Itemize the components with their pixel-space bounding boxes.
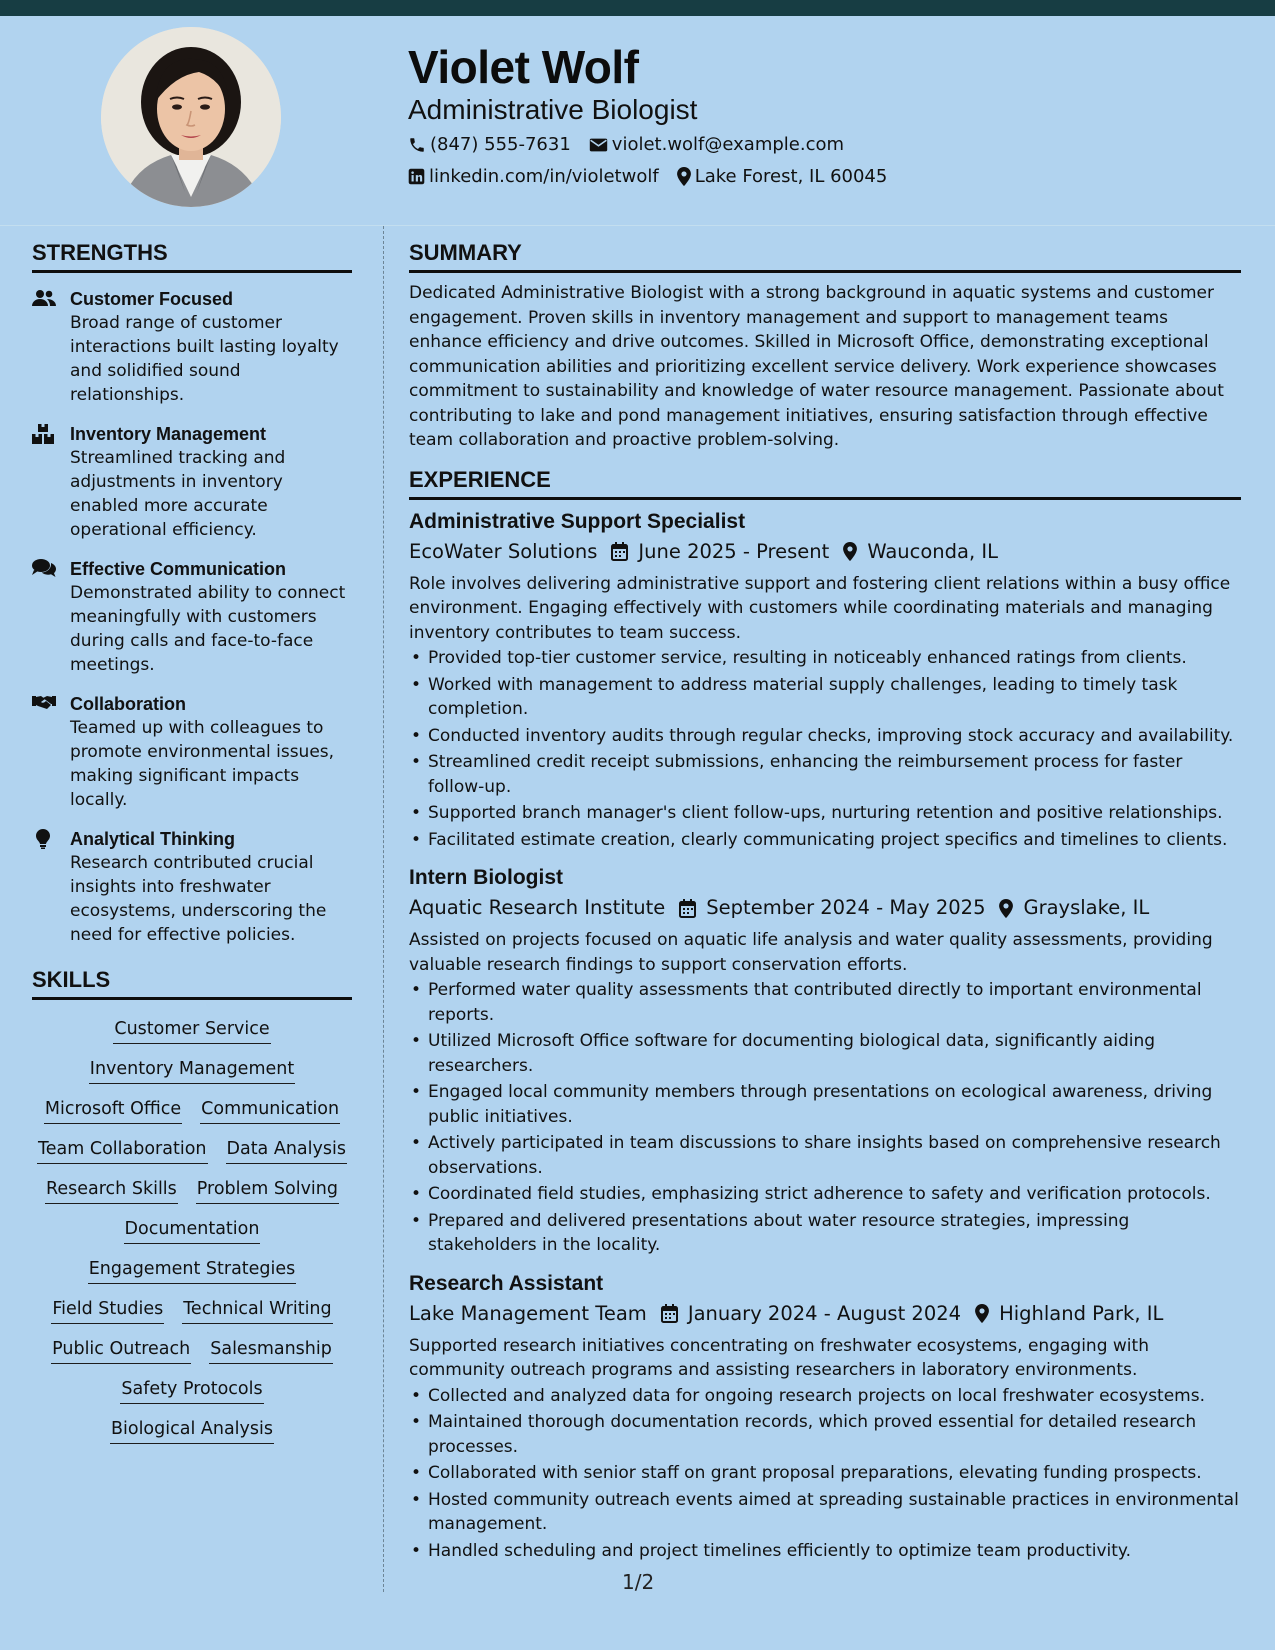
lightbulb-icon [36, 829, 50, 849]
job-description: Role involves delivering administrative support and fostering client relations within a busy office environment. Engaging effectively with customers while coordinating materials and managing inventory contributes to team success. [409, 573, 1231, 643]
job-description: Assisted on projects focused on aquatic life analysis and water quality assessments, providing valuable research findings to support conservation efforts. [409, 930, 1213, 975]
bullet-item: • Collaborated with senior staff on grant proposal preparations, elevating funding prospects. [409, 1461, 1241, 1486]
handshake-icon [32, 694, 56, 710]
profile-photo [101, 27, 281, 207]
bullet-item: • Maintained thorough documentation records, which proved essential for detailed research processes. [409, 1410, 1241, 1459]
header-divider [0, 225, 1275, 226]
skill-tag: Inventory Management [32, 1058, 352, 1084]
linkedin-icon [408, 168, 425, 185]
job-location: Grayslake, IL [1023, 896, 1150, 919]
bullet-item: • Collected and analyzed data for ongoing research projects on local freshwater ecosystems. [409, 1384, 1241, 1409]
bullet-item: • Worked with management to address material supply challenges, leading to timely task completion. [409, 673, 1241, 722]
bullet-item: • Engaged local community members through presentations on ecological awareness, driving public initiatives. [409, 1080, 1241, 1129]
calendar-icon [611, 542, 628, 561]
job-location: Wauconda, IL [867, 539, 999, 563]
job-company: EcoWater Solutions [409, 539, 598, 563]
calendar-icon [679, 899, 696, 918]
skill-tag: Data Analysis [226, 1138, 347, 1164]
strength-title: Collaboration [70, 694, 186, 714]
phone-text: (847) 555-7631 [430, 134, 571, 155]
job-company: Aquatic Research Institute [409, 896, 666, 919]
job-title: Research Assistant [409, 1271, 604, 1295]
job-title: Administrative Support Specialist [409, 509, 746, 533]
strength-desc: Teamed up with colleagues to promote environmental issues, making significant impacts locally. [70, 718, 335, 810]
job-bullets [409, 978, 1241, 1258]
candidate-name: Violet Wolf [408, 41, 639, 93]
skill-tag: Research Skills [45, 1178, 178, 1204]
skill-tag: Microsoft Office [44, 1098, 182, 1124]
job-bullets [409, 646, 1241, 852]
job-description: Supported research initiatives concentrating on freshwater ecosystems, engaging with community outreach programs and assisting researchers in laboratory environments. [409, 1335, 1149, 1380]
job-location: Highland Park, IL [999, 1301, 1164, 1325]
calendar-icon [661, 1304, 678, 1323]
bullet-item: • Actively participated in team discussions to share insights based on comprehensive research observations. [409, 1131, 1241, 1180]
skill-tag: Problem Solving [196, 1178, 339, 1204]
email-text[interactable]: violet.wolf@example.com [611, 134, 845, 155]
job-company: Lake Management Team [409, 1301, 647, 1325]
map-pin-icon [843, 542, 857, 561]
skills-list [32, 1014, 352, 1444]
location-contact [677, 166, 888, 187]
right-column [409, 240, 1241, 1575]
strengths-heading: STRENGTHS [32, 240, 352, 273]
left-column [32, 240, 352, 1444]
job-entry [409, 864, 1241, 1258]
skill-tag: Field Studies [51, 1298, 164, 1324]
map-pin-icon [975, 1304, 989, 1323]
linkedin-contact[interactable] [408, 166, 659, 187]
skill-tag: Communication [200, 1098, 340, 1124]
bullet-item: • Streamlined credit receipt submissions, enhancing the reimbursement process for faster follow-up. [409, 750, 1241, 799]
users-icon [32, 289, 56, 307]
strength-desc: Research contributed crucial insights into freshwater ecosystems, underscoring the need for effective policies. [70, 853, 327, 945]
job-meta [409, 894, 1241, 922]
strength-item [32, 287, 352, 407]
contact-row-2 [408, 166, 905, 187]
summary-text: Dedicated Administrative Biologist with a strong background in aquatic systems and customer engagement. Proven skills in inventory management and support to management teams enhance efficiency and drive outcomes. Skilled in Microsoft Office, demonstrating exceptional communication abilities and prioritizing excellent service delivery. Work experience showcases commitment to sustainability and knowledge of water resource management. Passionate about contributing to lake and pond management initiatives, ensuring satisfaction through effective team collaboration and proactive problem-solving. [409, 283, 1224, 450]
top-bar [0, 0, 1275, 16]
strength-desc: Broad range of customer interactions built lasting loyalty and solidified sound relationships. [70, 313, 339, 405]
skill-tag: Public Outreach [51, 1338, 191, 1364]
strength-item [32, 692, 352, 812]
strength-title: Effective Communication [70, 559, 287, 579]
comments-icon [32, 559, 56, 577]
strength-item [32, 827, 352, 947]
skill-tag: Documentation [32, 1218, 352, 1244]
linkedin-text[interactable]: linkedin.com/in/violetwolf [429, 166, 659, 187]
strength-item [32, 557, 352, 677]
strength-desc: Streamlined tracking and adjustments in inventory enabled more accurate operational efficiency. [70, 448, 286, 540]
bullet-item: • Utilized Microsoft Office software for documenting biological data, significantly aiding researchers. [409, 1029, 1241, 1078]
boxes-icon [32, 424, 54, 444]
job-bullets [409, 1384, 1241, 1564]
job-title: Intern Biologist [409, 866, 563, 889]
job-dates: January 2024 - August 2024 [687, 1301, 962, 1325]
bullet-item: • Supported branch manager's client follow-ups, nurturing retention and positive relationships. [409, 801, 1241, 826]
skill-tag: Engagement Strategies [32, 1258, 352, 1284]
phone-icon [408, 136, 426, 154]
bullet-item: • Facilitated estimate creation, clearly communicating project specifics and timelines to clients. [409, 828, 1241, 853]
skill-tag: Team Collaboration [37, 1138, 207, 1164]
skill-tag: Technical Writing [182, 1298, 332, 1324]
skill-tag: Customer Service [32, 1018, 352, 1044]
strength-item [32, 422, 352, 542]
job-dates: June 2025 - Present [638, 539, 830, 563]
bullet-item: • Coordinated field studies, emphasizing strict adherence to safety and verification protocols. [409, 1182, 1241, 1207]
skill-tag: Salesmanship [209, 1338, 333, 1364]
candidate-title: Administrative Biologist [408, 94, 698, 125]
skills-section [32, 967, 352, 1444]
map-pin-icon [999, 899, 1013, 918]
email-contact[interactable] [589, 134, 844, 155]
bullet-item: • Performed water quality assessments that contributed directly to important environmental reports. [409, 978, 1241, 1027]
envelope-icon [589, 137, 608, 153]
page-number: 1/2 [622, 1570, 655, 1594]
phone-contact [408, 134, 571, 155]
job-entry [409, 1270, 1241, 1564]
skill-tag: Safety Protocols [32, 1378, 352, 1404]
skills-heading: SKILLS [32, 967, 352, 1000]
strength-title: Inventory Management [70, 424, 267, 444]
bullet-item: • Handled scheduling and project timelines efficiently to optimize team productivity. [409, 1539, 1241, 1564]
strength-title: Analytical Thinking [70, 829, 236, 849]
bullet-item: • Hosted community outreach events aimed at spreading sustainable practices in environmental management. [409, 1488, 1241, 1537]
bullet-item: • Prepared and delivered presentations about water resource strategies, impressing stakeholders in the locality. [409, 1209, 1241, 1258]
bullet-item: • Conducted inventory audits through regular checks, improving stock accuracy and availability. [409, 724, 1241, 749]
location-text: Lake Forest, IL 60045 [694, 166, 888, 187]
job-meta [409, 538, 1241, 566]
bullet-item: • Provided top-tier customer service, resulting in noticeably enhanced ratings from clients. [409, 646, 1241, 671]
strength-title: Customer Focused [70, 289, 234, 309]
experience-heading: EXPERIENCE [409, 467, 1241, 500]
summary-heading: SUMMARY [409, 240, 1241, 273]
job-meta [409, 1300, 1241, 1328]
column-divider [383, 226, 384, 1592]
map-pin-icon [677, 167, 691, 186]
strength-desc: Demonstrated ability to connect meaningfully with customers during calls and face-to-face meetings. [70, 583, 346, 675]
contact-row-1 [408, 134, 862, 155]
skill-tag: Biological Analysis [32, 1418, 352, 1444]
job-dates: September 2024 - May 2025 [706, 896, 986, 919]
job-entry [409, 508, 1241, 853]
